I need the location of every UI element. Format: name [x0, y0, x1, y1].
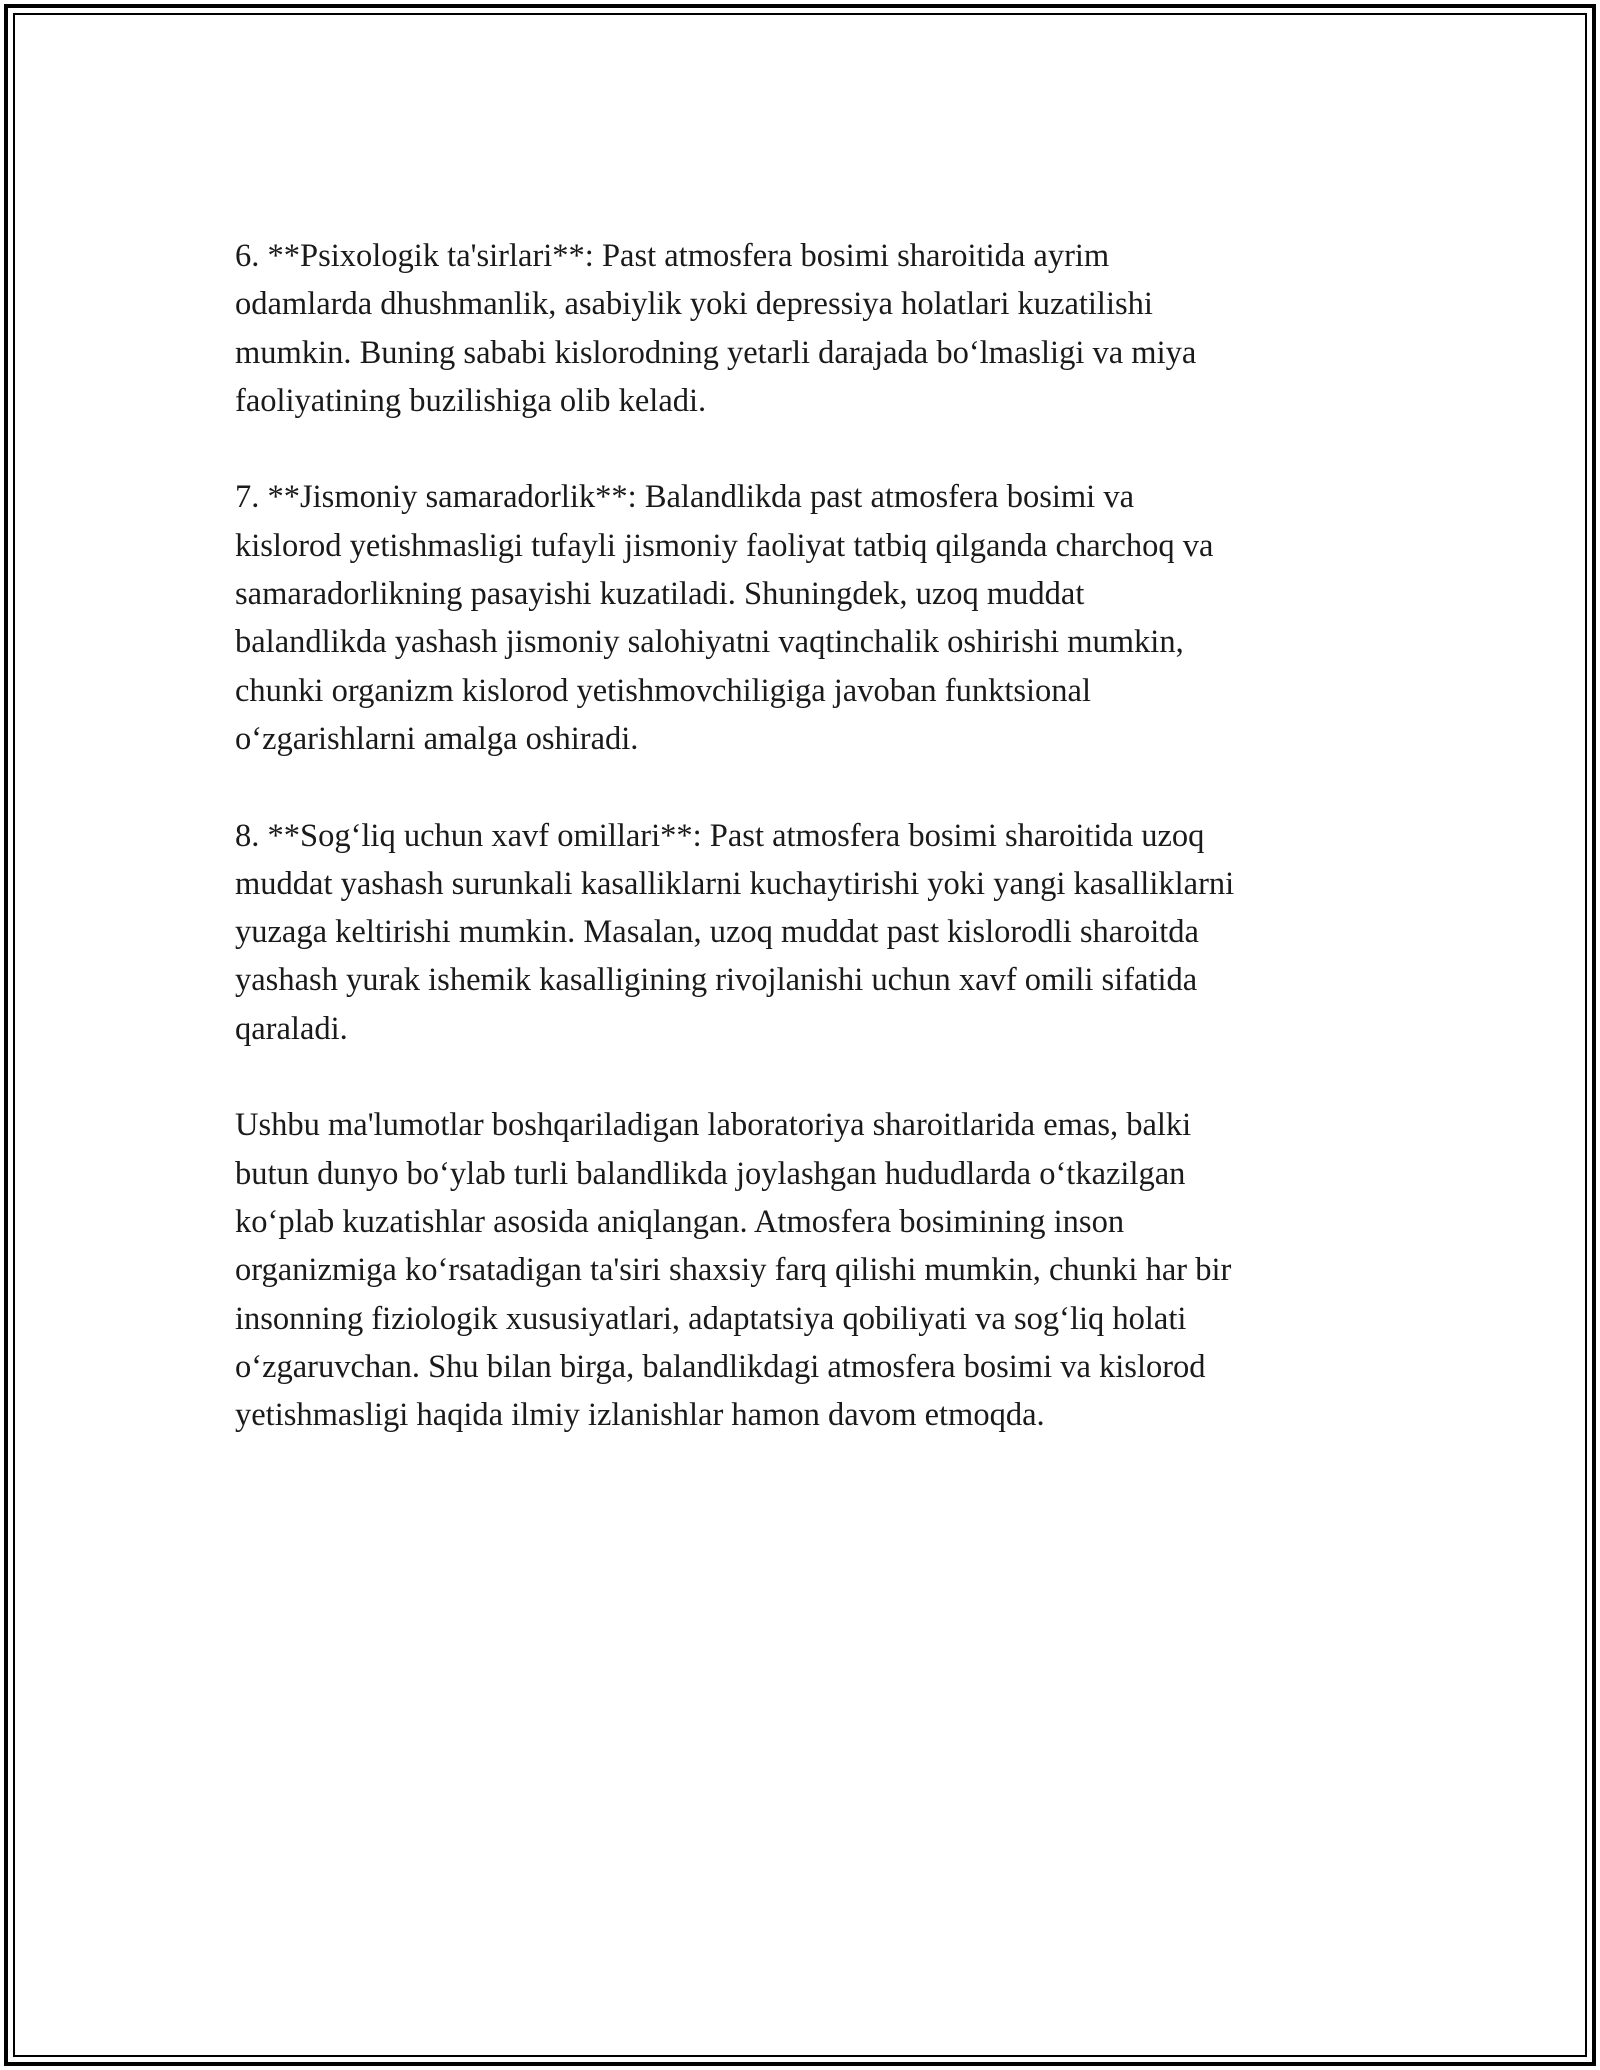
document-body: [235, 232, 1375, 1439]
paragraph-conclusion: Ushbu ma'lumotlar boshqariladigan laboratoriya sharoitlarida emas, balki butun dunyo bo‘ylab turli balandlikda joylashgan hududlarda o‘tkazilgan ko‘plab kuzatishlar asosida aniqlangan. Atmosfera bosimining inson organizmiga ko‘rsatadigan ta'siri shaxsiy farq qilishi mumkin, chunki har bir insonning fiziologik xususiyatlari, adaptatsiya qobiliyati va sog‘liq holati o‘zgaruvchan. Shu bilan birga, balandlikdagi atmosfera bosimi va kislorod yetishmasligi haqida ilmiy izlanishlar hamon davom etmoqda.: [235, 1107, 1232, 1434]
paragraph-psixologik-tasirlari: 6. **Psixologik ta'sirlari**: Past atmosfera bosimi sharoitida ayrim odamlarda dhushmanlik, asabiylik yoki depressiya holatlari kuzatilishi mumkin. Buning sababi kislorodning yetarli darajada bo‘lmasligi va miya faoliyatining buzilishiga olib keladi.: [235, 238, 1197, 419]
paragraph-jismoniy-samaradorlik: 7. **Jismoniy samaradorlik**: Balandlikda past atmosfera bosimi va kislorod yetishmasligi tufayli jismoniy faoliyat tatbiq qilganda charchoq va samaradorlikning pasayishi kuzatiladi. Shuningdek, uzoq muddat balandlikda yashash jismoniy salohiyatni vaqtinchalik oshirishi mumkin, chunki organizm kislorod yetishmovchiligiga javoban funktsional o‘zgarishlarni amalga oshiradi.: [235, 479, 1214, 757]
paragraph-sogliq-xavf-omillari: 8. **Sog‘liq uchun xavf omillari**: Past atmosfera bosimi sharoitida uzoq muddat yashash surunkali kasalliklarni kuchaytirishi yoki yangi kasalliklarni yuzaga keltirishi mumkin. Masalan, uzoq muddat past kislorodli sharoitda yashash yurak ishemik kasalligining rivojlanishi uchun xavf omili sifatida qaraladi.: [235, 817, 1235, 1047]
